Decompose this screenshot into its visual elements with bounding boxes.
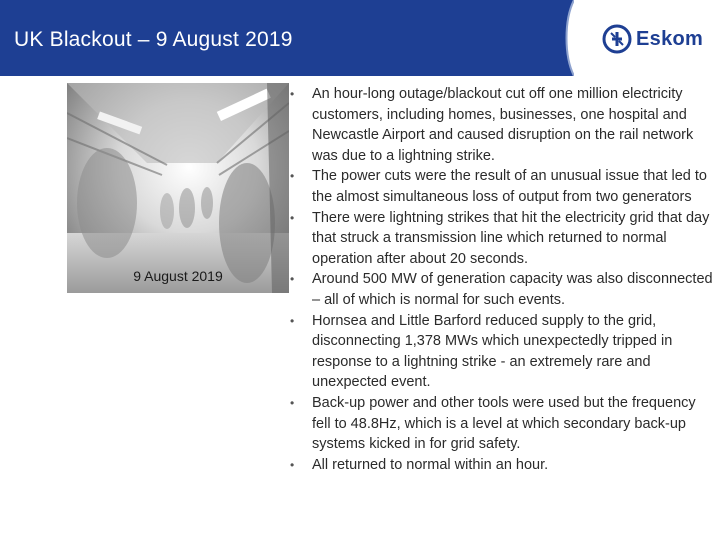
bullet-icon: • xyxy=(290,210,295,225)
train-platform-blackout-photo xyxy=(67,83,289,293)
bullet-item xyxy=(288,166,718,207)
bullet-text: All returned to normal within an hour. xyxy=(312,456,549,473)
logo-text: Eskom xyxy=(636,27,704,50)
bullet-text: Back-up power and other tools were used but the frequency fell to 48.8Hz, which is a level at which secondary back-up systems kicked in for grid safety. xyxy=(312,394,696,453)
bullet-icon: • xyxy=(290,457,295,472)
photo-caption: 9 August 2019 xyxy=(133,268,223,284)
slide-header xyxy=(0,0,720,76)
eskom-logo-icon xyxy=(602,24,632,54)
bullet-icon: • xyxy=(290,169,295,184)
bullet-item xyxy=(288,311,718,393)
bullet-text: An hour-long outage/blackout cut off one million electricity customers, including homes, businesses, one hospital and Newcastle Airport and caused disruption on the rail network was due to a lightning strike. xyxy=(312,86,694,164)
bullet-item xyxy=(288,393,718,455)
bullet-item xyxy=(288,269,718,310)
blackout-photo xyxy=(67,83,289,293)
bullet-item xyxy=(288,455,718,476)
bullet-icon: • xyxy=(290,313,295,328)
bullet-text: Around 500 MW of generation capacity was also disconnected – all of which is normal for such events. xyxy=(312,271,713,308)
slide-title: UK Blackout – 9 August 2019 xyxy=(14,28,293,51)
bullet-text: There were lightning strikes that hit the electricity grid that day that struck a transmission line which returned to normal operation after about 20 seconds. xyxy=(312,209,710,267)
eskom-logo xyxy=(602,22,703,56)
bullet-list xyxy=(288,84,718,475)
bullet-text: Hornsea and Little Barford reduced supply to the grid, disconnecting 1,378 MWs which unexpectedly tripped in response to a lightning strike - an extremely rare and unexpected event. xyxy=(312,312,673,391)
bullet-item xyxy=(288,208,718,270)
bullet-item xyxy=(288,84,718,166)
bullet-icon: • xyxy=(290,395,295,410)
bullet-icon: • xyxy=(290,272,295,287)
bullet-icon: • xyxy=(290,87,295,101)
bullet-text: The power cuts were the result of an unusual issue that led to the almost simultaneous loss of output from two generators xyxy=(312,168,707,205)
